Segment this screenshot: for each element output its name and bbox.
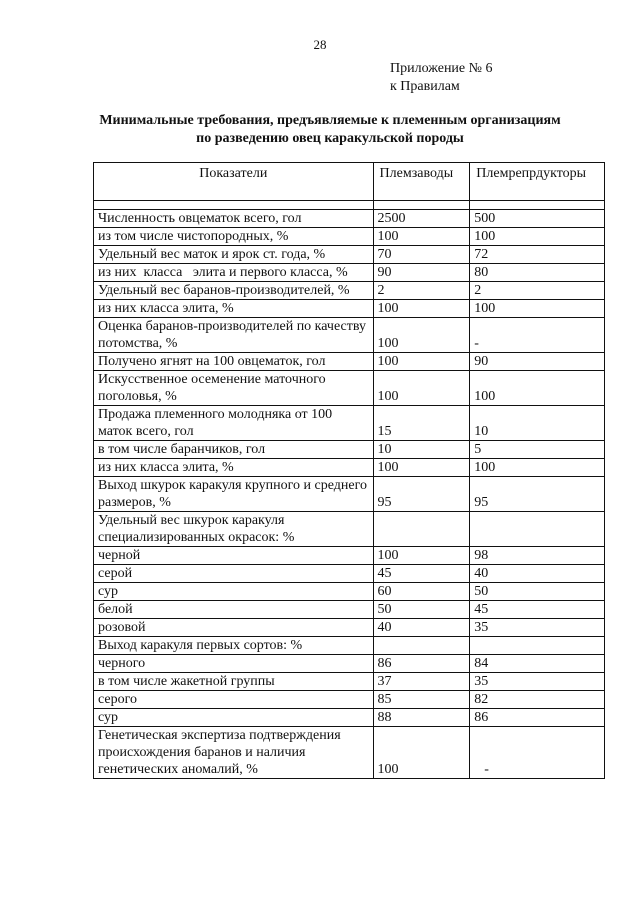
value-breeding-reproducers: 35 bbox=[470, 673, 605, 691]
value-breeding-reproducers: 80 bbox=[470, 264, 605, 282]
table-row bbox=[94, 673, 605, 691]
value-breeding-plants: 90 bbox=[373, 264, 470, 282]
header-indicators: Показатели bbox=[94, 163, 374, 201]
value-breeding-reproducers: 82 bbox=[470, 691, 605, 709]
table-row bbox=[94, 441, 605, 459]
appendix-reference bbox=[390, 60, 493, 96]
row-label: Удельный вес маток и ярок ст. года, % bbox=[94, 246, 374, 264]
row-label: Выход шкурок каракуля крупного и среднего размеров, % bbox=[94, 477, 374, 512]
row-label: черной bbox=[94, 547, 374, 565]
row-label: из том числе чистопородных, % bbox=[94, 228, 374, 246]
appendix-number: Приложение № 6 bbox=[390, 61, 493, 76]
value-breeding-plants: 70 bbox=[373, 246, 470, 264]
title-line-1: Минимальные требования, предъявляемые к племенным организациям bbox=[99, 113, 561, 128]
row-label: из них класса элита, % bbox=[94, 459, 374, 477]
value-breeding-reproducers: 35 bbox=[470, 619, 605, 637]
table-header-row bbox=[94, 163, 605, 201]
value-breeding-plants bbox=[373, 512, 470, 547]
value-breeding-reproducers: 90 bbox=[470, 353, 605, 371]
table-row bbox=[94, 547, 605, 565]
table-row bbox=[94, 459, 605, 477]
table-row bbox=[94, 727, 605, 779]
table-row bbox=[94, 601, 605, 619]
table-row bbox=[94, 565, 605, 583]
table-row bbox=[94, 210, 605, 228]
row-label: из них класса элита и первого класса, % bbox=[94, 264, 374, 282]
table-row bbox=[94, 246, 605, 264]
table-row bbox=[94, 512, 605, 547]
row-label: Численность овцематок всего, гол bbox=[94, 210, 374, 228]
value-breeding-reproducers: 100 bbox=[470, 459, 605, 477]
value-breeding-plants bbox=[373, 637, 470, 655]
value-breeding-reproducers: 86 bbox=[470, 709, 605, 727]
row-label: розовой bbox=[94, 619, 374, 637]
value-breeding-plants: 100 bbox=[373, 547, 470, 565]
value-breeding-plants: 100 bbox=[373, 371, 470, 406]
row-label: Оценка баранов-производителей по качеству потомства, % bbox=[94, 318, 374, 353]
row-label: Получено ягнят на 100 овцематок, гол bbox=[94, 353, 374, 371]
value-breeding-reproducers: 2 bbox=[470, 282, 605, 300]
value-breeding-reproducers: 98 bbox=[470, 547, 605, 565]
value-breeding-reproducers bbox=[470, 512, 605, 547]
value-breeding-reproducers: 100 bbox=[470, 371, 605, 406]
row-label: Выход каракуля первых сортов: % bbox=[94, 637, 374, 655]
table-row bbox=[94, 709, 605, 727]
table-row bbox=[94, 406, 605, 441]
row-label: Продажа племенного молодняка от 100 маток всего, гол bbox=[94, 406, 374, 441]
value-breeding-plants: 60 bbox=[373, 583, 470, 601]
header-breeding-reproducers: Племрепрдукторы bbox=[470, 163, 605, 201]
value-breeding-plants: 100 bbox=[373, 459, 470, 477]
value-breeding-plants: 2 bbox=[373, 282, 470, 300]
value-breeding-reproducers: 100 bbox=[470, 300, 605, 318]
value-breeding-reproducers: 84 bbox=[470, 655, 605, 673]
row-label: сур bbox=[94, 709, 374, 727]
table-row bbox=[94, 477, 605, 512]
value-breeding-reproducers: 72 bbox=[470, 246, 605, 264]
table-row bbox=[94, 282, 605, 300]
value-breeding-reproducers: 45 bbox=[470, 601, 605, 619]
appendix-rules: к Правилам bbox=[390, 79, 460, 94]
table-row bbox=[94, 300, 605, 318]
value-breeding-plants: 86 bbox=[373, 655, 470, 673]
table-row bbox=[94, 655, 605, 673]
value-breeding-plants: 100 bbox=[373, 300, 470, 318]
table-row bbox=[94, 637, 605, 655]
value-breeding-plants: 15 bbox=[373, 406, 470, 441]
value-breeding-reproducers: 50 bbox=[470, 583, 605, 601]
row-label: в том числе баранчиков, гол bbox=[94, 441, 374, 459]
row-label: серого bbox=[94, 691, 374, 709]
table-row bbox=[94, 318, 605, 353]
table-spacer-row bbox=[94, 201, 605, 210]
table-row bbox=[94, 691, 605, 709]
table-row bbox=[94, 353, 605, 371]
value-breeding-plants: 100 bbox=[373, 353, 470, 371]
value-breeding-reproducers: - bbox=[470, 318, 605, 353]
row-label: Удельный вес баранов-производителей, % bbox=[94, 282, 374, 300]
row-label: Искусственное осеменение маточного поголовья, % bbox=[94, 371, 374, 406]
row-label: в том числе жакетной группы bbox=[94, 673, 374, 691]
title-line-2: по разведению овец каракульской породы bbox=[196, 131, 464, 146]
table-row bbox=[94, 264, 605, 282]
value-breeding-plants: 2500 bbox=[373, 210, 470, 228]
row-label: из них класса элита, % bbox=[94, 300, 374, 318]
table-row bbox=[94, 371, 605, 406]
page-number: 28 bbox=[313, 37, 327, 52]
row-label: сур bbox=[94, 583, 374, 601]
table-row bbox=[94, 583, 605, 601]
table-row bbox=[94, 619, 605, 637]
requirements-table bbox=[93, 162, 605, 779]
row-label: Генетическая экспертиза подтверждения происхождения баранов и наличия генетических аномалий, % bbox=[94, 727, 374, 779]
row-label: белой bbox=[94, 601, 374, 619]
value-breeding-reproducers bbox=[470, 637, 605, 655]
value-breeding-plants: 100 bbox=[373, 318, 470, 353]
value-breeding-reproducers: 40 bbox=[470, 565, 605, 583]
row-label: серой bbox=[94, 565, 374, 583]
document-title bbox=[70, 112, 590, 148]
value-breeding-plants: 100 bbox=[373, 228, 470, 246]
value-breeding-plants: 45 bbox=[373, 565, 470, 583]
table-row bbox=[94, 228, 605, 246]
value-breeding-plants: 88 bbox=[373, 709, 470, 727]
value-breeding-reproducers: 500 bbox=[470, 210, 605, 228]
value-breeding-reproducers: 10 bbox=[470, 406, 605, 441]
value-breeding-plants: 50 bbox=[373, 601, 470, 619]
value-breeding-reproducers: 95 bbox=[470, 477, 605, 512]
value-breeding-reproducers: 100 bbox=[470, 228, 605, 246]
value-breeding-reproducers: 5 bbox=[470, 441, 605, 459]
value-breeding-plants: 100 bbox=[373, 727, 470, 779]
row-label: Удельный вес шкурок каракуля специализированных окрасок: % bbox=[94, 512, 374, 547]
row-label: черного bbox=[94, 655, 374, 673]
value-breeding-plants: 40 bbox=[373, 619, 470, 637]
value-breeding-plants: 95 bbox=[373, 477, 470, 512]
value-breeding-reproducers: - bbox=[470, 727, 605, 779]
value-breeding-plants: 85 bbox=[373, 691, 470, 709]
header-breeding-plants: Племзаводы bbox=[373, 163, 470, 201]
value-breeding-plants: 10 bbox=[373, 441, 470, 459]
value-breeding-plants: 37 bbox=[373, 673, 470, 691]
